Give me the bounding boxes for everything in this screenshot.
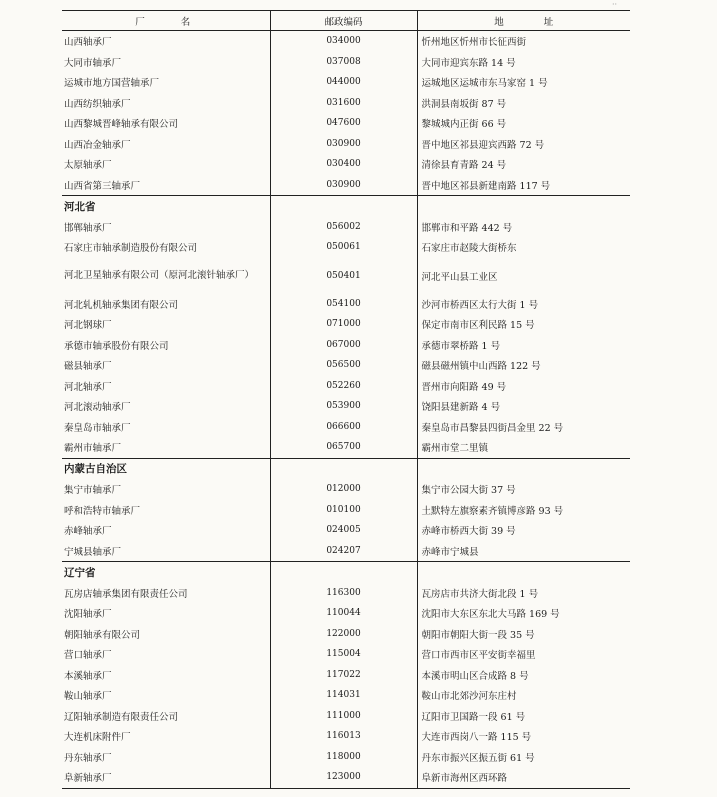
factory-name: 山西轴承厂 [64,37,112,49]
postal-code: 117022 [270,665,417,686]
table-row [62,520,630,541]
table-row [62,767,630,788]
address: 集宁市公园大街 37 号 [421,485,516,497]
address: 黎城城内正街 66 号 [421,119,507,131]
factory-name: 山西省第三轴承厂 [64,180,141,192]
postal-code: 050061 [270,237,417,258]
factory-directory-table [62,10,630,789]
table-row [62,93,630,114]
address: 承德市翠桥路 1 号 [421,340,501,352]
address: 洪洞县南坂街 87 号 [421,98,507,110]
address: 石家庄市赵陵大街桥东 [421,243,517,255]
postal-code: 010100 [270,500,417,521]
factory-name: 辽阳轴承制造有限责任公司 [64,711,179,723]
table-row [62,258,630,294]
address: 磁县磁州镇中山西路 122 号 [421,361,541,373]
table-row [62,706,630,727]
address: 辽阳市卫国路一段 61 号 [421,711,526,723]
table-row [62,134,630,155]
address: 晋州市向阳路 49 号 [421,381,507,393]
factory-name: 沈阳轴承厂 [64,609,112,621]
address: 沈阳市大东区东北大马路 169 号 [421,609,560,621]
table-row [62,113,630,134]
postal-code: 115004 [270,644,417,665]
postal-code [270,458,417,479]
postal-code: 122000 [270,624,417,645]
address: 忻州地区忻州市长征西街 [421,37,527,49]
province-header-row [62,196,630,217]
postal-code: 114031 [270,685,417,706]
factory-name: 呼和浩特市轴承厂 [64,505,141,517]
postal-code: 054100 [270,294,417,315]
postal-code: 066600 [270,417,417,438]
factory-name: 朝阳轴承有限公司 [64,629,141,641]
address: 秦皇岛市昌黎县四街昌金里 22 号 [421,422,564,434]
factory-name: 磁县轴承厂 [64,361,112,373]
address: 大连市西岗八一路 115 号 [421,732,532,744]
header-postal-code: 邮政编码 [270,11,417,31]
table-header-row [62,11,630,31]
page-mark: ·· [612,0,618,9]
factory-name: 赤峰轴承厂 [64,526,112,538]
factory-name: 大连机床附件厂 [64,732,131,744]
province-header-row [62,458,630,479]
postal-code: 030400 [270,154,417,175]
address: 沙河市桥西区太行大街 1 号 [421,299,539,311]
factory-name: 运城市地方国营轴承厂 [64,78,160,90]
address [417,458,630,479]
postal-code: 071000 [270,314,417,335]
factory-name: 河北钢球厂 [64,320,112,332]
table-row [62,644,630,665]
factory-name: 河北滚动轴承厂 [64,402,131,414]
postal-code: 056500 [270,355,417,376]
postal-code: 123000 [270,767,417,788]
factory-name: 集宁市轴承厂 [64,485,122,497]
factory-name: 霸州市轴承厂 [64,443,122,455]
address: 清徐县育青路 24 号 [421,160,507,172]
address [417,196,630,217]
table-row [62,396,630,417]
postal-code: 053900 [270,396,417,417]
factory-name: 山西冶金轴承厂 [64,139,131,151]
address [417,562,630,583]
postal-code: 024207 [270,541,417,562]
postal-code: 110044 [270,603,417,624]
postal-code: 118000 [270,747,417,768]
factory-name: 承德市轴承股份有限公司 [64,340,169,352]
postal-code: 030900 [270,175,417,196]
factory-name: 本溪轴承厂 [64,670,112,682]
address: 鞍山市北郊沙河东庄村 [421,691,517,703]
factory-name: 秦皇岛市轴承厂 [64,422,131,434]
table-row [62,376,630,397]
table-row [62,500,630,521]
address: 本溪市明山区合成路 8 号 [421,670,529,682]
postal-code: 037008 [270,52,417,73]
address: 晋中地区祁县新建南路 117 号 [421,180,551,192]
table-row [62,747,630,768]
postal-code: 056002 [270,217,417,238]
table-row [62,72,630,93]
province-name: 辽宁省 [62,562,270,583]
table-row [62,355,630,376]
postal-code: 031600 [270,93,417,114]
address: 河北平山县工业区 [421,271,498,283]
postal-code: 111000 [270,706,417,727]
address: 邯郸市和平路 442 号 [421,222,513,234]
postal-code: 116013 [270,726,417,747]
postal-code: 034000 [270,31,417,52]
table-row [62,479,630,500]
table-row [62,335,630,356]
factory-name: 山西纺织轴承厂 [64,98,131,110]
address: 饶阳县建新路 4 号 [421,402,501,414]
address: 阜新市海州区西环路 [417,767,630,788]
table-row [62,665,630,686]
address: 赤峰市宁城县 [421,546,479,558]
header-address: 地址 [417,11,630,31]
postal-code [270,196,417,217]
address: 土默特左旗察素齐镇博彦路 93 号 [421,505,564,517]
postal-code [270,562,417,583]
postal-code: 116300 [270,583,417,604]
table-row [62,541,630,562]
table-row [62,624,630,645]
table-body [62,31,630,789]
header-factory-name: 厂名 [62,11,270,31]
factory-name: 河北轴承厂 [64,381,112,393]
factory-name: 石家庄市轴承制造股份有限公司 [64,243,198,255]
postal-code: 047600 [270,113,417,134]
factory-name: 太原轴承厂 [64,160,112,172]
address: 运城地区运城市东马家窑 1 号 [421,78,548,90]
factory-name: 营口轴承厂 [64,650,112,662]
table-row [62,417,630,438]
postal-code: 024005 [270,520,417,541]
postal-code: 052260 [270,376,417,397]
postal-code: 030900 [270,134,417,155]
address: 霸州市堂二里镇 [421,443,489,455]
table-row [62,726,630,747]
table-row [62,154,630,175]
province-name: 内蒙古自治区 [62,458,270,479]
address: 赤峰市桥西大街 39 号 [421,526,516,538]
factory-name: 阜新轴承厂 [62,767,270,788]
address: 营口市西市区平安街幸福里 [421,650,536,662]
factory-name: 鞍山轴承厂 [64,691,112,703]
table-row [62,237,630,258]
table-row [62,52,630,73]
table-row [62,685,630,706]
address: 晋中地区祁县迎宾西路 72 号 [421,139,545,151]
postal-code: 012000 [270,479,417,500]
postal-code: 044000 [270,72,417,93]
table-row [62,217,630,238]
table-row [62,603,630,624]
factory-name: 山西黎城晋峰轴承有限公司 [64,119,179,131]
factory-name: 河北卫星轴承有限公司（原河北滚针轴承厂） [64,269,255,281]
table-row [62,31,630,52]
factory-name: 瓦房店轴承集团有限责任公司 [64,588,188,600]
address: 丹东市振兴区振五街 61 号 [421,752,535,764]
postal-code: 050401 [270,258,417,294]
factory-name: 河北轧机轴承集团有限公司 [64,299,179,311]
postal-code: 065700 [270,437,417,458]
table-row [62,175,630,196]
factory-name: 丹东轴承厂 [64,752,112,764]
address: 大同市迎宾东路 14 号 [421,57,516,69]
province-name: 河北省 [62,196,270,217]
table-row [62,437,630,458]
province-header-row [62,562,630,583]
table-row [62,294,630,315]
postal-code: 067000 [270,335,417,356]
table-row [62,314,630,335]
factory-name: 宁城县轴承厂 [64,546,122,558]
factory-name: 大同市轴承厂 [64,57,122,69]
table-row [62,583,630,604]
address: 保定市南市区利民路 15 号 [421,320,535,332]
address: 朝阳市朝阳大街一段 35 号 [421,629,535,641]
address: 瓦房店市共济大街北段 1 号 [421,588,539,600]
factory-name: 邯郸轴承厂 [64,222,112,234]
